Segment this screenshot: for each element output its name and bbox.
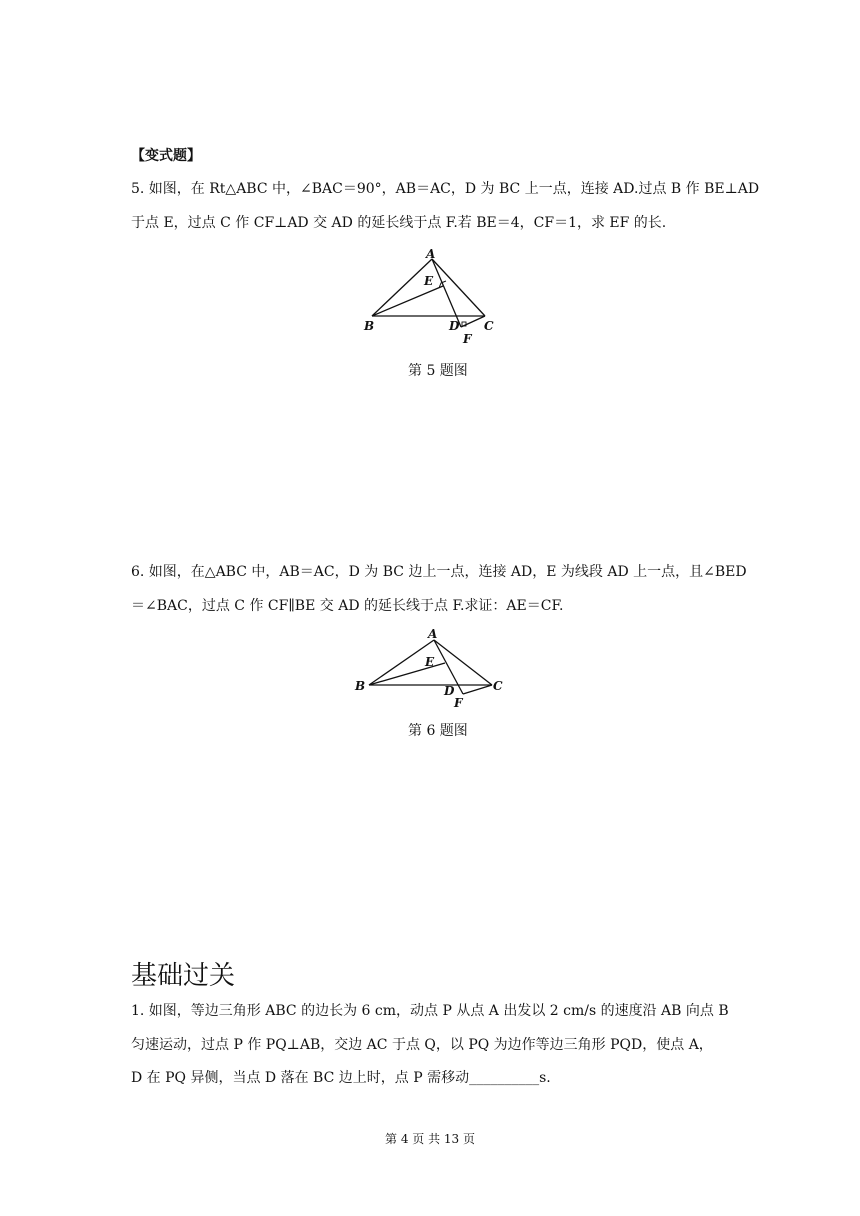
q5-caption: 第 5 题图: [408, 363, 468, 379]
q5-segment-be: [372, 286, 443, 316]
q6-caption: 第 6 题图: [408, 723, 468, 739]
q6-label-f: F: [454, 696, 463, 710]
q5-label-e: E: [424, 274, 434, 288]
q6-label-d: D: [444, 684, 455, 698]
q5-segment-af: [432, 259, 461, 327]
q6-segment-cf: [463, 685, 492, 694]
q5-label-b: B: [364, 319, 375, 333]
q5-label-f: F: [463, 332, 472, 346]
b1-text-line2: 匀速运动，过点 P 作 PQ⊥AB，交边 AC 于点 Q，以 PQ 为边作等边三角形 PQD，使点 A，: [131, 1037, 713, 1053]
page-footer: 第 4 页 共 13 页: [385, 1132, 475, 1146]
q5-text-line2: 于点 E，过点 C 作 CF⊥AD 交 AD 的延长线于点 F.若 BE＝4，CF＝1，求 EF 的长.: [131, 215, 667, 231]
q5-text-line1: 5. 如图，在 Rt△ABC 中，∠BAC＝90°，AB＝AC，D 为 BC 上一点，连接 AD.过点 B 作 BE⊥AD: [131, 181, 760, 197]
q6-text-line2: ＝∠BAC，过点 C 作 CF∥BE 交 AD 的延长线于点 F.求证：AE＝CF.: [131, 598, 564, 614]
section-title: 基础过关: [131, 961, 236, 991]
q5-label-c: C: [484, 319, 494, 333]
q6-figure: [350, 625, 510, 715]
variant-heading: 【变式题】: [131, 148, 201, 164]
b1-text-line3: D 在 PQ 异侧，当点 D 落在 BC 边上时，点 P 需移动__________s.: [131, 1070, 551, 1086]
q6-label-a: A: [428, 627, 438, 641]
q6-label-b: B: [355, 679, 366, 693]
q5-label-a: A: [426, 247, 436, 261]
q6-label-e: E: [425, 655, 435, 669]
b1-text-line1: 1. 如图，等边三角形 ABC 的边长为 6 cm，动点 P 从点 A 出发以 2 cm/s 的速度沿 AB 向点 B: [131, 1003, 729, 1019]
q6-segment-ac: [434, 640, 492, 685]
q5-figure: [360, 245, 510, 350]
q5-segment-cf: [461, 316, 485, 327]
q5-label-d: D: [449, 319, 460, 333]
q6-text-line1: 6. 如图，在△ABC 中，AB＝AC，D 为 BC 边上一点，连接 AD，E 为线段 AD 上一点，且∠BED: [131, 564, 747, 580]
q5-segment-ab: [372, 259, 432, 316]
q6-label-c: C: [493, 679, 503, 693]
